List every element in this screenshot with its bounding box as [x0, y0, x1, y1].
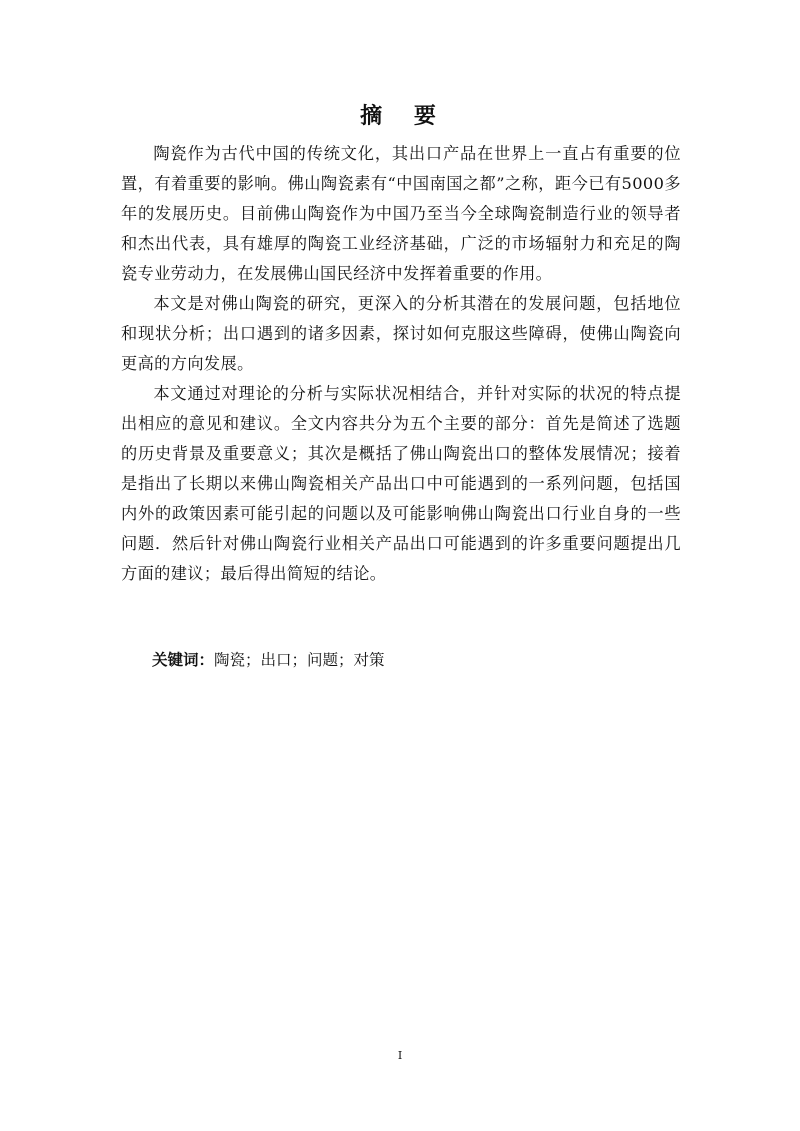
page-number: I: [397, 1049, 403, 1062]
abstract-paragraph-3: 本文通过对理论的分析与实际状况相结合，并针对实际的状况的特点提出相应的意见和建议。全文内容共分为五个主要的部分：首先是简述了选题的历史背景及重要意义；其次是概括了佛山陶瓷出口的整体发展情况；接着是指出了长期以来佛山陶瓷相关产品出口中可能遇到的一系列问题，包括国内外的政策因素可能引起的问题以及可能影响佛山陶瓷出口行业自身的一些问题．然后针对佛山陶瓷行业相关产品出口可能遇到的许多重要问题提出几方面的建议；最后得出简短的结论。: [121, 384, 681, 583]
keywords-value: 陶瓷；出口；问题；对策: [214, 651, 385, 669]
keywords-label: 关键词：: [152, 651, 215, 669]
abstract-paragraph-1: 陶瓷作为古代中国的传统文化，其出口产品在世界上一直占有重要的位置，有着重要的影响。佛山陶瓷素有“中国南国之都”之称，距今已有5000多年的发展历史。目前佛山陶瓷作为中国乃至当今全球陶瓷制造行业的领导者和杰出代表，具有雄厚的陶瓷工业经济基础，广泛的市场辐射力和充足的陶瓷专业劳动力，在发展佛山国民经济中发挥着重要的作用。: [121, 144, 681, 283]
keywords-line: [152, 647, 385, 673]
page-title: 摘 要: [360, 104, 448, 129]
abstract-body: [121, 139, 681, 589]
abstract-paragraph-2: 本文是对佛山陶瓷的研究，更深入的分析其潜在的发展问题，包括地位和现状分析；出口遇到的诸多因素，探讨如何克服这些障碍，使佛山陶瓷向更高的方向发展。: [121, 294, 681, 373]
